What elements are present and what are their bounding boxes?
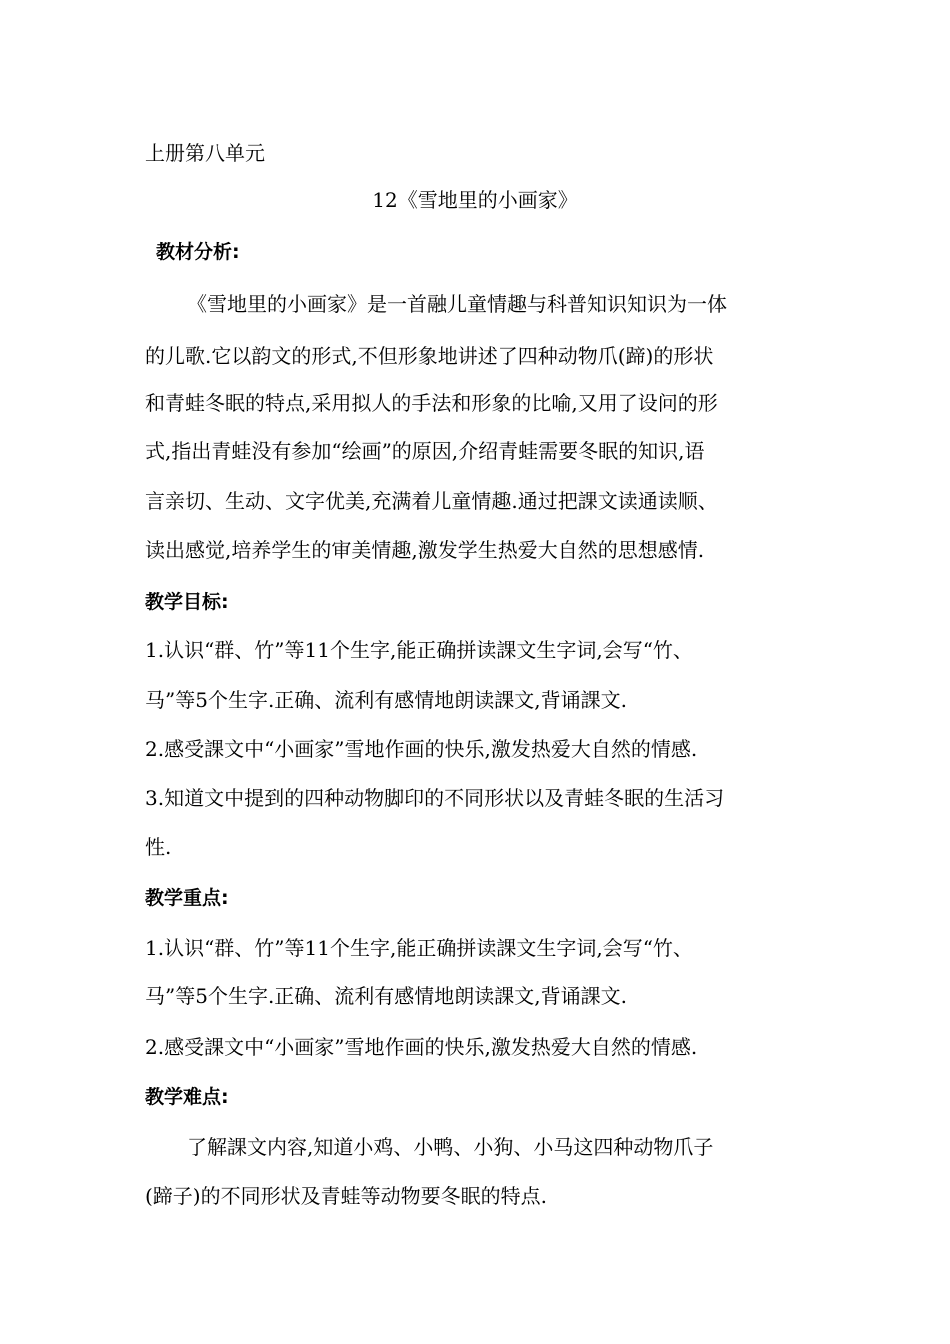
lesson-title: 12《雪地里的小画家》 (372, 188, 578, 212)
key-points-line: 1.认识“群、竹”等11个生字,能正确拼读課文生字词,会写“竹、 (145, 936, 693, 960)
analysis-line: 的儿歌.它以韵文的形式,不但形象地讲述了四种动物爪(蹄)的形状 (145, 344, 714, 368)
goals-line: 3.知道文中提到的四种动物脚印的不同形状以及青蛙冬眠的生活习 (145, 786, 725, 810)
key-points-line: 2.感受課文中“小画家”雪地作画的快乐,激发热爱大自然的情感. (145, 1035, 698, 1059)
analysis-line: 言亲切、生动、文字优美,充满着儿童情趣.通过把課文读通读顺、 (145, 489, 718, 513)
key-points-heading: 教学重点: (145, 887, 229, 909)
goals-line: 马”等5个生字.正确、流利有感情地朗读課文,背诵課文. (145, 688, 628, 712)
goals-line: 1.认识“群、竹”等11个生字,能正确拼读課文生字词,会写“竹、 (145, 638, 693, 662)
analysis-line: 《雪地里的小画家》是一首融儿童情趣与科普知识知识为一体 (187, 292, 727, 316)
unit-label: 上册第八单元 (145, 141, 265, 165)
goals-heading: 教学目标: (145, 591, 229, 613)
analysis-line: 式,指出青蛙没有参加“绘画”的原因,介绍青蛙需要冬眠的知识,语 (145, 439, 705, 463)
key-points-line: 马”等5个生字.正确、流利有感情地朗读課文,背诵課文. (145, 984, 628, 1008)
difficulties-line: (蹄子)的不同形状及青蛙等动物要冬眠的特点. (145, 1184, 547, 1208)
analysis-line: 和青蛙冬眠的特点,采用拟人的手法和形象的比喻,又用了设问的形 (145, 391, 718, 415)
difficulties-line: 了解課文内容,知道小鸡、小鸭、小狗、小马这四种动物爪子 (187, 1135, 714, 1159)
analysis-heading: 教材分析: (156, 241, 240, 263)
analysis-line: 读出感觉,培养学生的审美情趣,激发学生热爱大自然的思想感情. (145, 538, 705, 562)
goals-line: 性. (145, 835, 172, 859)
difficulties-heading: 教学难点: (145, 1086, 229, 1108)
goals-line: 2.感受課文中“小画家”雪地作画的快乐,激发热爱大自然的情感. (145, 737, 698, 761)
